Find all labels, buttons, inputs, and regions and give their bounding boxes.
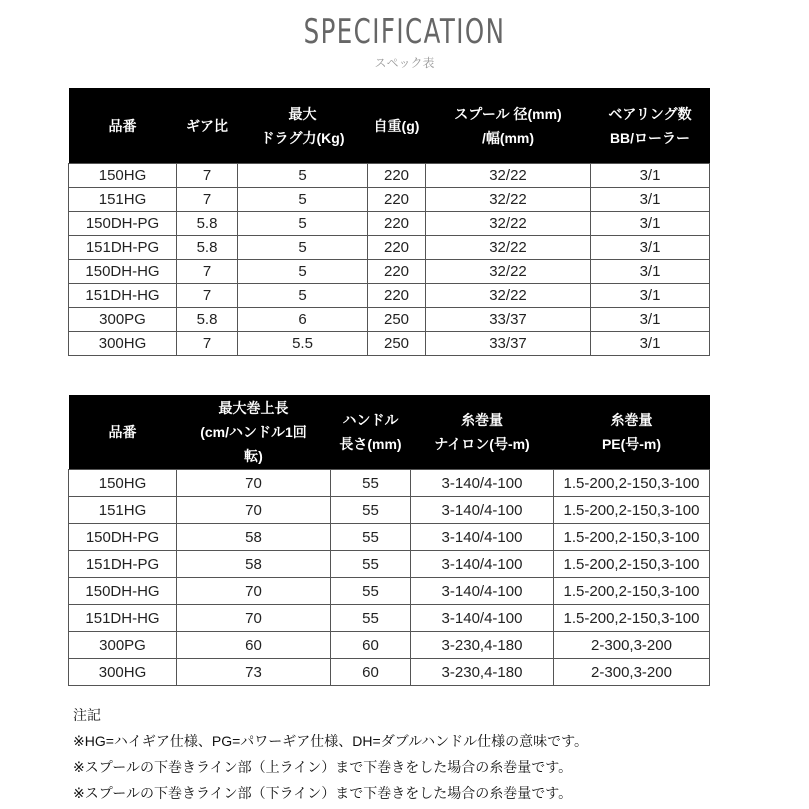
table-cell: 32/22 — [426, 188, 591, 212]
column-header-line: ナイロン(号-m) — [434, 436, 530, 452]
table-cell: 55 — [331, 524, 411, 551]
column-header-line: 長さ(mm) — [339, 436, 402, 452]
table-cell: 60 — [177, 632, 331, 659]
table-cell: 151DH-HG — [69, 284, 177, 308]
column-header-line: 糸巻量 — [461, 412, 503, 428]
table-cell: 3-230,4-180 — [411, 632, 554, 659]
table-cell: 3-140/4-100 — [411, 551, 554, 578]
table-cell: 5 — [238, 260, 368, 284]
table-header-row — [69, 395, 710, 470]
table-cell: 70 — [177, 497, 331, 524]
table-cell: 250 — [368, 308, 426, 332]
table-cell: 60 — [331, 659, 411, 686]
table-cell: 220 — [368, 284, 426, 308]
note-line: ※スプールの下巻きライン部（下ライン）まで下巻きをした場合の糸巻量です。 — [73, 785, 573, 801]
column-header — [426, 88, 591, 164]
table-cell: 7 — [177, 260, 238, 284]
table-cell: 7 — [177, 284, 238, 308]
table-cell: 1.5-200,2-150,3-100 — [554, 470, 710, 497]
table-row — [69, 659, 710, 686]
table-cell: 5 — [238, 236, 368, 260]
table-cell: 73 — [177, 659, 331, 686]
table-cell: 3/1 — [591, 308, 710, 332]
table-cell: 151DH-HG — [69, 605, 177, 632]
table-cell: 7 — [177, 332, 238, 356]
table-cell: 151DH-PG — [69, 551, 177, 578]
table-cell: 7 — [177, 188, 238, 212]
table-cell: 2-300,3-200 — [554, 632, 710, 659]
column-header — [331, 395, 411, 470]
table-header-row — [69, 88, 710, 164]
table-cell: 3/1 — [591, 284, 710, 308]
table-cell: 5.5 — [238, 332, 368, 356]
table-cell: 151HG — [69, 188, 177, 212]
table-row — [69, 212, 710, 236]
column-header-line: ハンドル — [342, 412, 399, 428]
table-row — [69, 260, 710, 284]
table-cell: 300PG — [69, 632, 177, 659]
table-cell: 33/37 — [426, 332, 591, 356]
table-cell: 6 — [238, 308, 368, 332]
page-subtitle: スペック表 — [374, 56, 435, 70]
column-header-line: 糸巻量 — [610, 412, 653, 428]
column-header-line: ギア比 — [186, 117, 228, 134]
table-cell: 3-140/4-100 — [411, 605, 554, 632]
table-row — [69, 332, 710, 356]
column-header-line: 自重(g) — [373, 117, 420, 134]
table-cell: 3/1 — [591, 212, 710, 236]
notes — [73, 702, 588, 806]
table-cell: 150DH-HG — [69, 260, 177, 284]
table-cell: 151HG — [69, 497, 177, 524]
table-cell: 220 — [368, 212, 426, 236]
table-cell: 70 — [177, 470, 331, 497]
table-cell: 32/22 — [426, 212, 591, 236]
table-cell: 32/22 — [426, 284, 591, 308]
table-cell: 58 — [177, 551, 331, 578]
table-cell: 151DH-PG — [69, 236, 177, 260]
table-row — [69, 551, 710, 578]
table-cell: 32/22 — [426, 164, 591, 188]
table-cell: 70 — [177, 578, 331, 605]
table-cell: 220 — [368, 260, 426, 284]
table-cell: 5 — [238, 164, 368, 188]
table-cell: 3/1 — [591, 164, 710, 188]
table-cell: 150DH-HG — [69, 578, 177, 605]
table-cell: 3-230,4-180 — [411, 659, 554, 686]
table-cell: 150HG — [69, 164, 177, 188]
column-header-line: 最大 — [288, 105, 317, 122]
column-header-line: /幅(mm) — [481, 129, 535, 146]
page-title: SPECIFICATION — [303, 12, 506, 52]
table-cell: 55 — [331, 578, 411, 605]
table-cell: 33/37 — [426, 308, 591, 332]
table-row — [69, 524, 710, 551]
table-cell: 2-300,3-200 — [554, 659, 710, 686]
table-row — [69, 188, 710, 212]
column-header-line: 最大巻上長 — [218, 400, 289, 416]
table-cell: 150DH-PG — [69, 212, 177, 236]
table-cell: 1.5-200,2-150,3-100 — [554, 524, 710, 551]
table-row — [69, 605, 710, 632]
table-cell: 60 — [331, 632, 411, 659]
table-cell: 7 — [177, 164, 238, 188]
table-cell: 55 — [331, 497, 411, 524]
column-header-line: スプール 径(mm) — [454, 105, 562, 122]
table-cell: 32/22 — [426, 260, 591, 284]
table-cell: 220 — [368, 236, 426, 260]
column-header-line: ドラグ力(Kg) — [260, 129, 345, 146]
table-row — [69, 308, 710, 332]
table-cell: 220 — [368, 188, 426, 212]
spec-table-1 — [68, 88, 710, 356]
table-cell: 3-140/4-100 — [411, 497, 554, 524]
table-cell: 5 — [238, 212, 368, 236]
notes-heading: 注記 — [73, 707, 101, 723]
table-cell: 55 — [331, 605, 411, 632]
table-cell: 5.8 — [177, 236, 238, 260]
table-cell: 300HG — [69, 332, 177, 356]
column-header — [591, 88, 710, 164]
table-cell: 1.5-200,2-150,3-100 — [554, 605, 710, 632]
table-cell: 55 — [331, 551, 411, 578]
table-cell: 1.5-200,2-150,3-100 — [554, 578, 710, 605]
table-row — [69, 284, 710, 308]
table-cell: 1.5-200,2-150,3-100 — [554, 497, 710, 524]
table-row — [69, 632, 710, 659]
column-header — [238, 88, 368, 164]
table-row — [69, 578, 710, 605]
table-cell: 3/1 — [591, 332, 710, 356]
column-header-line: 品番 — [108, 424, 137, 440]
table-cell: 250 — [368, 332, 426, 356]
table-cell: 5.8 — [177, 212, 238, 236]
table-row — [69, 470, 710, 497]
column-header — [69, 88, 177, 164]
column-header-line: 転) — [244, 448, 263, 464]
column-header — [177, 88, 238, 164]
note-line: ※HG=ハイギア仕様、PG=パワーギア仕様、DH=ダブルハンドル仕様の意味です。 — [73, 733, 589, 749]
table-cell: 3/1 — [591, 260, 710, 284]
table-cell: 150HG — [69, 470, 177, 497]
table-cell: 3-140/4-100 — [411, 578, 554, 605]
table-row — [69, 236, 710, 260]
table-cell: 55 — [331, 470, 411, 497]
table-cell: 58 — [177, 524, 331, 551]
column-header-line: ベアリング数 — [608, 105, 692, 122]
column-header — [368, 88, 426, 164]
column-header — [554, 395, 710, 470]
table-cell: 3/1 — [591, 236, 710, 260]
column-header — [411, 395, 554, 470]
table-cell: 300HG — [69, 659, 177, 686]
table-cell: 32/22 — [426, 236, 591, 260]
table-cell: 70 — [177, 605, 331, 632]
table-cell: 3-140/4-100 — [411, 470, 554, 497]
column-header-line: BB/ローラー — [609, 129, 691, 146]
table-cell: 3-140/4-100 — [411, 524, 554, 551]
table-row — [69, 497, 710, 524]
table-cell: 220 — [368, 164, 426, 188]
column-header-line: 品番 — [108, 117, 137, 134]
table-cell: 3/1 — [591, 188, 710, 212]
column-header-line: PE(号-m) — [601, 436, 662, 452]
table-cell: 5 — [238, 284, 368, 308]
table-cell: 5.8 — [177, 308, 238, 332]
table-cell: 300PG — [69, 308, 177, 332]
table-cell: 5 — [238, 188, 368, 212]
table-row — [69, 164, 710, 188]
table-cell: 1.5-200,2-150,3-100 — [554, 551, 710, 578]
column-header-line: (cm/ハンドル1回 — [200, 424, 307, 440]
table-cell: 150DH-PG — [69, 524, 177, 551]
note-line: ※スプールの下巻きライン部（上ライン）まで下巻きをした場合の糸巻量です。 — [73, 759, 573, 775]
column-header — [177, 395, 331, 470]
column-header — [69, 395, 177, 470]
spec-table-2 — [68, 395, 710, 686]
